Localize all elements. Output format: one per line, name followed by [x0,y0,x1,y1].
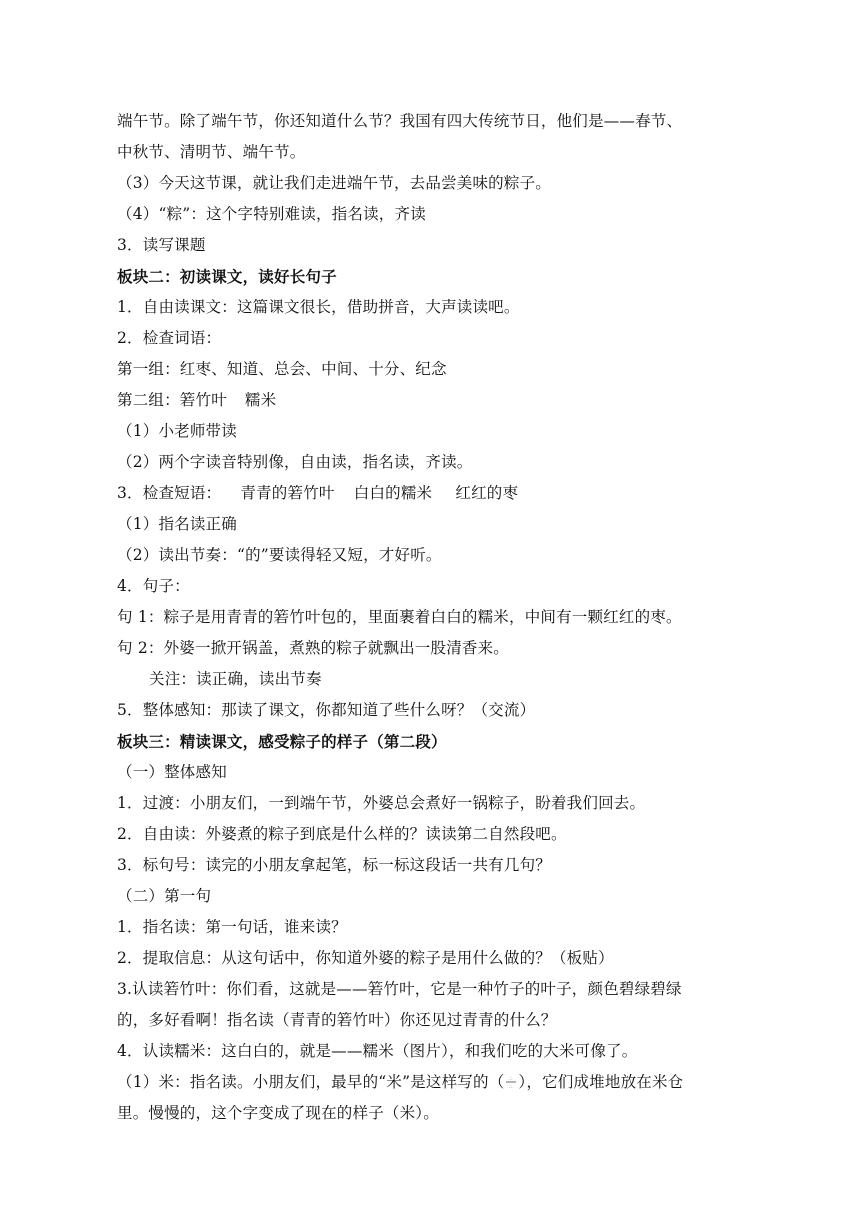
text-line: 的，多好看啊！指名读（青青的箬竹叶）你还见过青青的什么？ [117,1011,557,1029]
text-line: （二）第一句 [117,887,212,905]
text-line: 第一组：红枣、知道、总会、中间、十分、纪念 [117,360,447,378]
document-body [117,106,757,1129]
text-line: （2）读出节奏：“的”要读得轻又短，才好听。 [117,546,442,564]
svg-text:∴: ∴ [509,1076,514,1082]
text-line: 4．句子： [117,577,190,595]
phrase-check-label: 3．检查短语： [117,484,222,502]
text-line: 2．提取信息：从这句话中，你知道外婆的粽子是用什么做的？（板贴） [117,949,614,967]
text-line: 3．标句号：读完的小朋友拿起笔，标一标这段话一共有几句？ [117,856,551,874]
text-line: 4．认读糯米：这白白的，就是——糯米（图片），和我们吃的大米可像了。 [117,1042,638,1060]
phrase-item: 红红的枣 [455,484,519,502]
text-line: 5．整体感知：那读了课文，你都知道了些什么呀？（交流） [117,701,536,719]
text-line: 句 2：外婆一掀开锅盖，煮熟的粽子就飘出一股清香来。 [117,639,509,657]
text-line: 1．过渡：小朋友们，一到端午节，外婆总会煮好一锅粽子，盼着我们回去。 [117,794,646,812]
text-segment: ），它们成堆地放在米仓 [518,1073,684,1091]
text-line: （一）整体感知 [117,763,227,781]
section-heading: 板块三：精读课文，感受粽子的样子（第二段） [117,732,447,751]
text-line: 中秋节、清明节、端午节。 [117,143,306,161]
svg-text:∴: ∴ [509,1084,514,1089]
phrase-item: 白白的糯米 [353,484,433,502]
text-line: 1．指名读：第一句话，谁来读？ [117,918,347,936]
text-line: 1．自由读课文：这篇课文很长，借助拼音，大声读读吧。 [117,298,520,316]
text-line: （1）小老师带读 [117,422,237,440]
word-item: 糯米 [244,391,277,409]
text-line: （3）今天这节课，就让我们走进端午节，去品尝美味的粽子。 [117,174,551,192]
text-line: 端午节。除了端午节，你还知道什么节？我国有四大传统节日，他们是——春节、 [117,112,683,130]
phrase-item: 青青的箬竹叶 [240,484,335,502]
text-line: （1）指名读正确 [117,515,237,533]
section-heading: 板块二：初读课文，读好长句子 [117,267,337,286]
text-line [117,1067,757,1098]
text-line: 句 1：粽子是用青青的箬竹叶包的，里面裹着白白的糯米，中间有一颗红红的枣。 [117,608,682,626]
text-segment: （1）米：指名读。小朋友们，最早的“米”是这样写的（ [117,1073,505,1091]
text-line: 2．检查词语： [117,329,222,347]
text-line [117,478,757,509]
text-line: （4）“粽”：这个字特别难读，指名读，齐读 [117,205,426,223]
text-line: 里。慢慢的，这个字变成了现在的样子（米）。 [117,1104,439,1122]
ancient-mi-character-icon [505,1075,517,1091]
text-line: （2）两个字读音特别像，自由读，指名读，齐读。 [117,453,473,471]
text-line: 关注：读正确，读出节奏 [149,670,322,688]
text-line: 3．读写课题 [117,236,206,254]
text-line: 3.认读箬竹叶：你们看，这就是——箬竹叶，它是一种竹子的叶子，颜色碧绿碧绿 [117,980,682,998]
text-line: 2．自由读：外婆煮的粽子到底是什么样的？读读第二自然段吧。 [117,825,567,843]
word-group-label: 第二组：箬竹叶 [117,391,227,409]
text-line [117,385,757,416]
